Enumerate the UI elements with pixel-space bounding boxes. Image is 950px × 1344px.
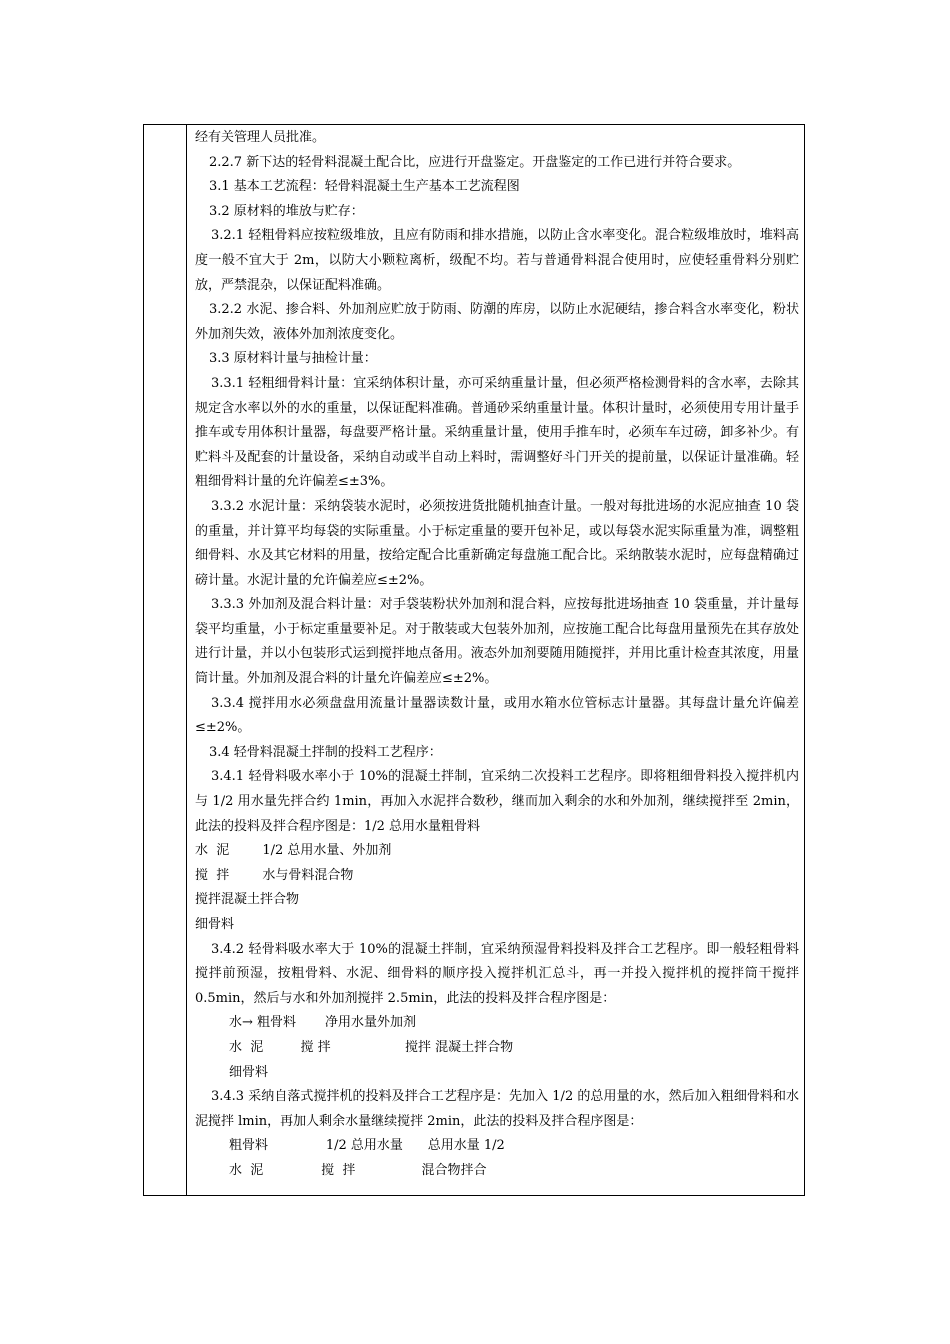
- diagram-line: 水→ 粗骨料 净用水量外加剂: [229, 1015, 416, 1031]
- text-line: 2.2.7 新下达的轻骨料混凝土配合比，应进行开盘鉴定。开盘鉴定的工作已进行并符合要求。: [209, 154, 741, 170]
- paragraph-3-4-3: 3.4.3 采纳自落式搅拌机的投料及拌合工艺程序是：先加入 1/2 的总用量的水，然后加入粗细骨料和水泥搅拌 lmin，再加人剩余水量继续搅拌 2min，此法的投料及拌合程序图是：: [195, 1089, 799, 1129]
- diagram-line: 搅 拌 水与骨料混合物: [195, 867, 354, 883]
- paragraph-3-3-4: 3.3.4 搅拌用水必须盘盘用流量计量器读数计量，或用水箱水位管标志计量器。其每盘计量允许偏差≤±2%。: [195, 695, 799, 736]
- document-content: [195, 126, 799, 1184]
- section-heading: 3.4 轻骨料混凝土拌制的投料工艺程序：: [209, 744, 442, 760]
- column-divider: [186, 124, 187, 1196]
- paragraph-3-4-2: 3.4.2 轻骨料吸水率大于 10%的混凝土拌制，宜采纳预湿骨料投料及拌合工艺程序。即一般轻粗骨料搅拌前预湿，按粗骨料、水泥、细骨料的顺序投入搅拌机汇总斗，再一并投入搅拌机的搅拌筒干搅拌 0.5min，然后与水和外加剂搅拌 2.5min，此法的投料及拌合程序图是：: [195, 941, 799, 1006]
- paragraph-3-4-1: 3.4.1 轻骨料吸水率小于 10%的混凝土拌制，宜采纳二次投料工艺程序。即将粗细骨料投入搅拌机内与 1/2 用水量先拌合约 1min，再加入水泥拌合数秒，继而加入剩余的水和外加剂，继续搅拌至 2min，此法的投料及拌合程序图是：1/2 总用水量粗骨料: [195, 769, 799, 834]
- text-line: 经有关管理人员批准。: [195, 130, 326, 145]
- paragraph-3-3-2: 3.3.2 水泥计量：采纳袋装水泥时，必须按进货批随机抽查计量。一般对每批进场的水泥应抽查 10 袋的重量，并计算平均每袋的实际重量。小于标定重量的要开包补足，或以每袋水泥实际重量为准，调整粗细骨料、水及其它材料的用量，按给定配合比重新确定每盘施工配合比。采纳散装水泥时，应每盘精确过磅计量。水泥计量的允许偏差应≤±2%。: [195, 498, 799, 588]
- paragraph-3-3-1: 3.3.1 轻粗细骨料计量：宜采纳体积计量，亦可采纳重量计量，但必须严格检测骨料的含水率，去除其规定含水率以外的水的重量，以保证配料准确。普通砂采纳重量计量。体积计量时，必须使用专用计量手推车或专用体积计量器，每盘要严格计量。采纳重量计量，使用手推车时，必须车车过磅，卸多补少。有贮料斗及配套的计量设备，采纳自动或半自动上料时，需调整好斗门开关的提前量，以保证计量准确。轻粗细骨料计量的允许偏差≤±3%。: [195, 375, 799, 490]
- diagram-line: 细骨料: [195, 917, 235, 932]
- section-heading: 3.2 原材料的堆放与贮存：: [209, 203, 364, 219]
- diagram-line: 水 泥 搅 拌 搅拌 混凝土拌合物: [229, 1039, 514, 1055]
- diagram-line: 搅拌混凝土拌合物: [195, 892, 300, 908]
- section-heading: 3.3 原材料计量与抽检计量：: [209, 351, 377, 367]
- section-heading: 3.1 基本工艺流程：轻骨料混凝土生产基本工艺流程图: [209, 179, 520, 195]
- diagram-line: 水 泥 搅 拌 混合物拌合: [229, 1162, 487, 1178]
- diagram-line: 粗骨料 1/2 总用水量 总用水量 1/2: [229, 1138, 505, 1154]
- diagram-line: 水 泥 1/2 总用水量、外加剂: [195, 843, 392, 859]
- paragraph-3-2-2: 3.2.2 水泥、掺合料、外加剂应贮放于防雨、防潮的库房，以防止水泥硬结，掺合料含水率变化，粉状外加剂失效，液体外加剂浓度变化。: [195, 302, 799, 342]
- paragraph-3-2-1: 3.2.1 轻粗骨料应按粒级堆放，且应有防雨和排水措施，以防止含水率变化。混合粒级堆放时，堆料高度一般不宜大于 2m，以防大小颗粒离析，级配不均。若与普通骨料混合使用时，应使轻重骨料分别贮放，严禁混杂，以保证配料准确。: [195, 228, 799, 293]
- diagram-line: 细骨料: [229, 1064, 269, 1080]
- paragraph-3-3-3: 3.3.3 外加剂及混合料计量：对手袋装粉状外加剂和混合料，应按每批进场抽查 10 袋重量，并计量每袋平均重量，小于标定重量要补足。对于散装或大包装外加剂，应按施工配合比每盘用量预先在其存放处进行计量，并以小包装形式运到搅拌地点备用。液态外加剂要随用随搅拌，并用比重计检查其浓度，用量筒计量。外加剂及混合料的计量允许偏差应≤±2%。: [195, 597, 799, 687]
